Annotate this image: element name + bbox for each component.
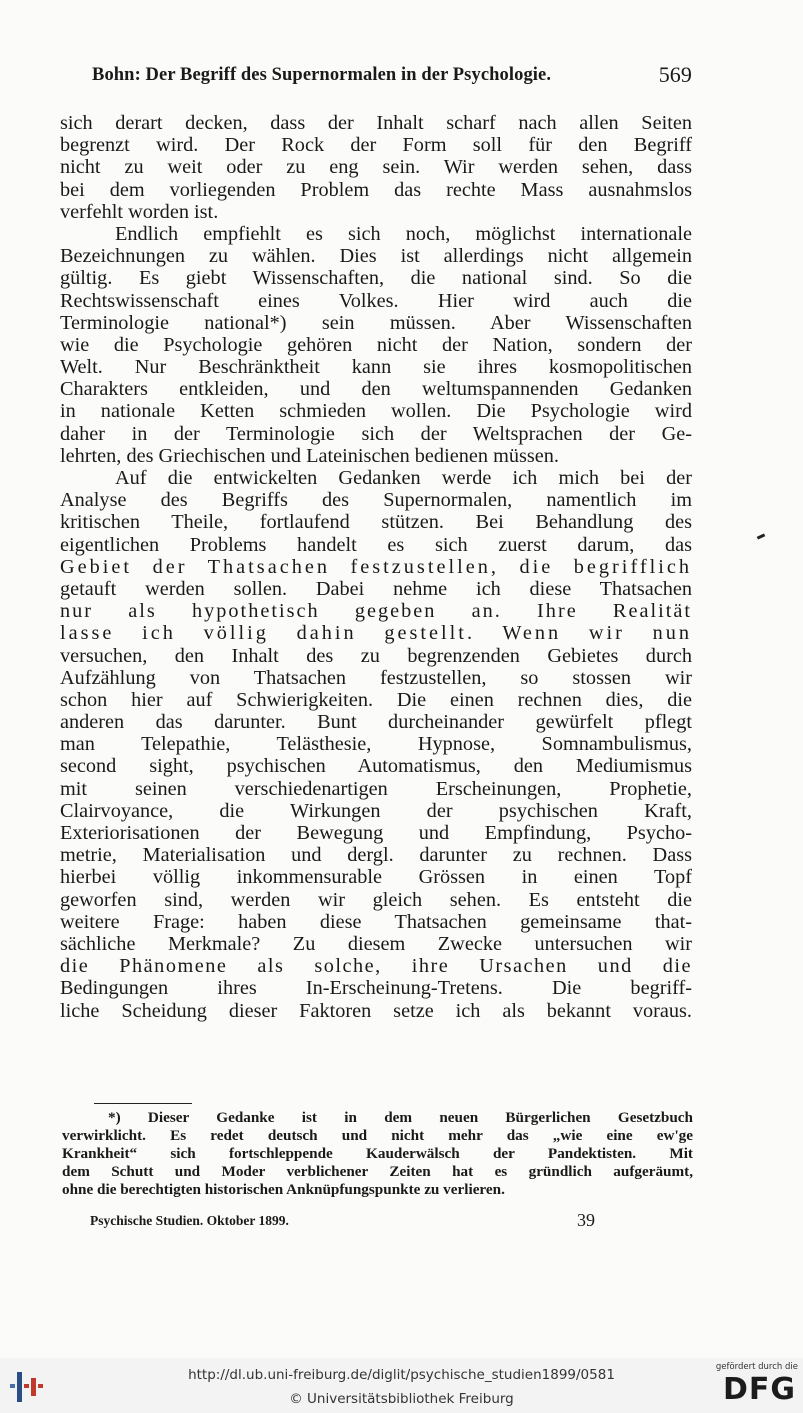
- text-line: lasse ich völlig dahin gestellt. Wenn wir nun: [60, 622, 692, 645]
- text-line: gültig. Es giebt Wissenschaften, die national sind. So die: [60, 267, 692, 290]
- text-line: Welt. Nur Beschränktheit kann sie ihres kosmopolitischen: [60, 356, 692, 379]
- text-line: nicht zu weit oder zu eng sein. Wir werden sehen, dass: [60, 156, 692, 179]
- running-title: Bohn: Der Begriff des Supernormalen in der Psychologie.: [92, 65, 552, 85]
- dfg-caption: gefördert durch die: [715, 1362, 798, 1372]
- text-line: bei dem vorliegenden Problem das rechte Mass ausnahmslos: [60, 178, 692, 201]
- text-line: Bedingungen ihres In-Erscheinung-Tretens. Die begriff-: [60, 977, 692, 1000]
- footnote-line: verwirklicht. Es redet deutsch und nicht mehr das „wie eine ew'ge: [62, 1127, 693, 1144]
- text-line: liche Scheidung dieser Faktoren setze ich als bekannt voraus.: [60, 999, 692, 1022]
- footnote: [62, 1109, 693, 1199]
- footnote-line: *) Dieser Gedanke ist in dem neuen Bürgerlichen Gesetzbuch: [108, 1109, 693, 1126]
- text-line: mit seinen verschiedenartigen Erscheinungen, Prophetie,: [60, 777, 692, 800]
- text-line: Rechtswissenschaft eines Volkes. Hier wird auch die: [60, 289, 692, 312]
- text-line: sächliche Merkmale? Zu diesem Zwecke untersuchen wir: [60, 932, 692, 955]
- text-line: daher in der Terminologie sich der Weltsprachen der Ge-: [60, 422, 692, 445]
- dfg-block: [702, 1362, 798, 1410]
- text-line: hierbei völlig inkommensurable Grössen in einen Topf: [60, 866, 692, 889]
- text-line: Clairvoyance, die Wirkungen der psychischen Kraft,: [60, 799, 692, 822]
- text-line: kritischen Theile, fortlaufend stützen. Bei Behandlung des: [60, 511, 692, 534]
- text-line: Gebiet der Thatsachen festzustellen, die begrifflich: [60, 555, 692, 578]
- text-line: Terminologie national*) sein müssen. Aber Wissenschaften: [60, 311, 692, 334]
- text-line: second sight, psychischen Automatismus, den Mediumismus: [60, 755, 692, 778]
- sheet-number: 39: [577, 1210, 595, 1230]
- text-line: wie die Psychologie gehören nicht der Nation, sondern der: [60, 333, 692, 356]
- body-text: [60, 112, 692, 1022]
- footnote-rule: [94, 1103, 192, 1105]
- footnote-line: Krankheit“ sich fortschleppende Kauderwälsch der Pandektisten. Mit: [62, 1145, 693, 1162]
- footnote-line: dem Schutt und Moder verblichener Zeiten hat es gründlich aufgeräumt,: [62, 1163, 693, 1180]
- page-number: 569: [658, 62, 692, 87]
- signature-line: [90, 1210, 610, 1230]
- text-line: Charakters entkleiden, und den weltumspannenden Gedanken: [60, 378, 692, 401]
- footer-copyright: © Universitätsbibliothek Freiburg: [289, 1391, 514, 1407]
- text-line: getauft werden sollen. Dabei nehme ich diese Thatsachen: [60, 577, 692, 600]
- text-line: versuchen, den Inhalt des zu begrenzenden Gebietes durch: [60, 644, 692, 667]
- text-line: anderen das darunter. Bunt durcheinander gewürfelt pflegt: [60, 711, 692, 734]
- dfg-logo: DFG: [722, 1372, 796, 1407]
- text-line: in nationale Ketten schmieden wollen. Die Psychologie wird: [60, 400, 692, 423]
- text-line: sich derart decken, dass der Inhalt scharf nach allen Seiten: [60, 112, 692, 134]
- text-line: geworfen sind, werden wir gleich sehen. Es entsteht die: [60, 888, 692, 911]
- text-line: Bezeichnungen zu wählen. Dies ist allerdings nicht allgemein: [60, 245, 692, 268]
- footer-url[interactable]: http://dl.ub.uni-freiburg.de/diglit/psychische_studien1899/0581: [188, 1367, 615, 1383]
- text-line: schon hier auf Schwierigkeiten. Die einen rechnen dies, die: [60, 688, 692, 711]
- text-line: begrenzt wird. Der Rock der Form soll für den Begriff: [60, 134, 692, 157]
- text-line: Analyse des Begriffs des Supernormalen, namentlich im: [60, 489, 692, 512]
- footnote-line: ohne die berechtigten historischen Anknüpfungspunkte zu verlieren.: [62, 1181, 505, 1198]
- text-line: eigentlichen Problems handelt es sich zuerst darum, das: [60, 533, 692, 556]
- text-line: lehrten, des Griechischen und Lateinischen bedienen müssen.: [60, 444, 559, 467]
- text-line: weitere Frage: haben diese Thatsachen gemeinsame that-: [60, 910, 692, 933]
- text-line: die Phänomene als solche, ihre Ursachen und die: [60, 955, 692, 978]
- text-line: nur als hypothetisch gegeben an. Ihre Realität: [60, 600, 692, 623]
- text-line: Aufzählung von Thatsachen festzustellen, so stossen wir: [60, 666, 692, 689]
- margin-mark: [757, 533, 766, 539]
- text-line: Exteriorisationen der Bewegung und Empfindung, Psycho-: [60, 822, 692, 844]
- text-line: Auf die entwickelten Gedanken werde ich mich bei der: [115, 467, 692, 489]
- text-line: Endlich empfiehlt es sich noch, möglichst internationale: [115, 222, 692, 245]
- footer-bar: [0, 1358, 803, 1413]
- text-line: man Telepathie, Telästhesie, Hypnose, Somnambulismus,: [60, 733, 692, 756]
- running-head: [88, 62, 692, 90]
- journal-signature: Psychische Studien. Oktober 1899.: [90, 1213, 289, 1228]
- text-line: metrie, Materialisation und dergl. darunter zu rechnen. Dass: [60, 844, 692, 867]
- text-line: verfehlt worden ist.: [60, 200, 219, 223]
